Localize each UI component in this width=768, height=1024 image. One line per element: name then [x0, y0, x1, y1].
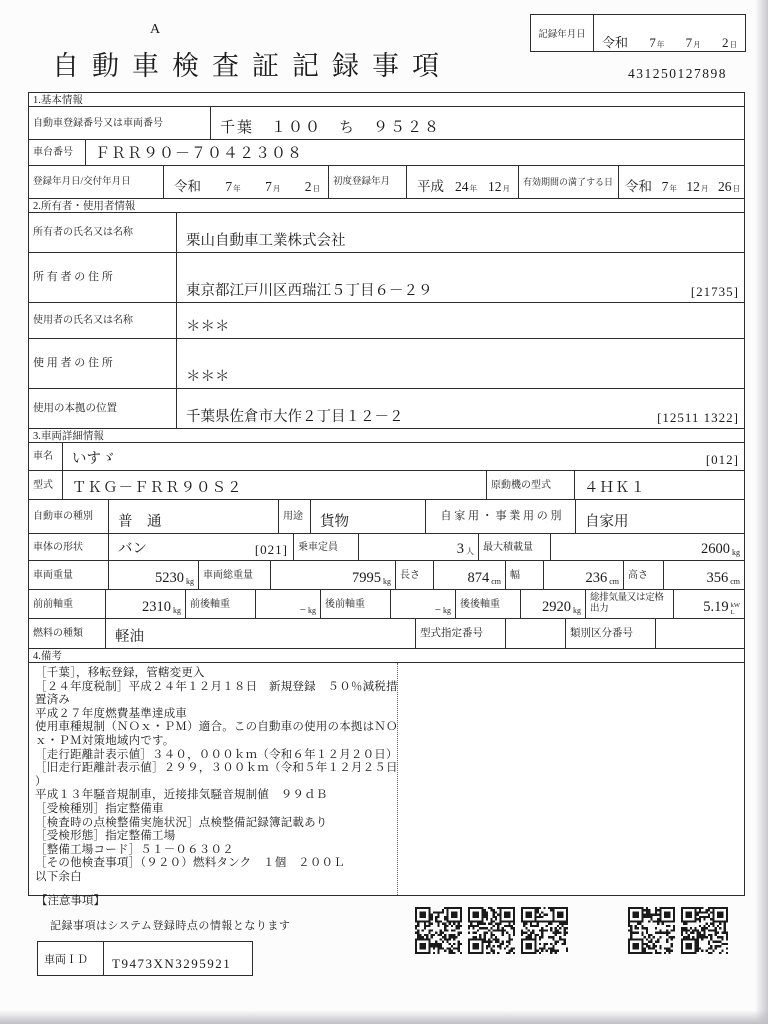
section-heading-remarks: 4.備考 [29, 649, 744, 663]
user-address-label: 使 用 者 の 住 所 [29, 339, 177, 388]
chassis-number-label: 車台番号 [29, 140, 86, 165]
category-value: 普 通 [109, 500, 279, 533]
qr-code-icon [415, 907, 462, 954]
remark-line: ［２４年度税制］平成２４年１２月１８日 新規登録 ５０％減税措 [35, 680, 398, 693]
scan-edge-bottom [0, 1010, 768, 1024]
owner-name-row [29, 213, 744, 253]
document-number: 431250127898 [628, 66, 727, 81]
certificate-table [28, 92, 745, 896]
model-row [29, 471, 744, 500]
remarks-box [29, 663, 744, 895]
base-location-value: 千葉県佐倉市大作２丁目１２－２ [12511 1322] [186, 409, 739, 425]
axle-ff-label: 前前軸重 [29, 590, 106, 618]
axle-ff-value: 2310 kg [106, 590, 186, 618]
axle-rf-label: 後前軸重 [321, 590, 391, 618]
vehicle-name-code: [012] [705, 452, 739, 467]
vehicle-name-row [29, 443, 744, 471]
era: 令和 [602, 35, 629, 50]
owner-address-label: 所 有 者 の 住 所 [29, 253, 177, 302]
vehicle-id-label: 車両ＩＤ [38, 942, 104, 975]
plate-number-value: 千葉 １００ ち ９５２８ [220, 120, 442, 136]
type-designation-value [506, 619, 566, 648]
record-date-value: 令和 7年 7月 2日 [594, 15, 745, 51]
weight-label: 車両重量 [29, 561, 109, 589]
qr-code-group-left [415, 907, 568, 954]
owner-address-value: 東京都江戸川区西瑞江５丁目６－２９ [21735] [186, 283, 739, 299]
remark-line: 使用車種規制（ＮＯｘ・ＰＭ）適合。この自動車の使用の本拠はＮＯ [35, 721, 398, 734]
vehicle-name-value: いすゞ [012] [72, 451, 739, 467]
axle-rf-value: − kg [391, 590, 456, 618]
remarks-text [35, 667, 398, 885]
max-load-value: 2600 kg [701, 541, 740, 557]
displacement-value: 5.19 kW L [703, 599, 740, 616]
private-business-value: 自家用 [585, 514, 629, 530]
displacement-label: 総排気量又は定格出力 [586, 590, 674, 618]
owner-address-code: [21735] [690, 284, 739, 299]
gross-weight-label: 車両総重量 [199, 561, 271, 589]
dates-row [29, 166, 744, 199]
remark-line: ［旧走行距離計表示値］２９９，３００ｋｍ（令和５年１２月２５日 [35, 762, 398, 775]
base-location-code: [12511 1322] [657, 410, 739, 425]
height-value: 356 cm [706, 570, 740, 586]
type-designation-label: 型式指定番号 [416, 619, 506, 648]
use-value: 貨物 [311, 500, 426, 533]
axle-rr-value: 2920 kg [521, 590, 586, 618]
expiry-date-label: 有効期間の満了する日 [519, 166, 619, 198]
axle-weights-row [29, 590, 744, 619]
category-label: 自動車の種別 [29, 500, 109, 533]
engine-model-label: 原動機の型式 [487, 471, 575, 499]
category-row [29, 500, 744, 534]
remark-line: 平成２７年度燃費基準達成車 [35, 707, 188, 720]
body-shape-row [29, 534, 744, 561]
section-heading-owner: 2.所有者・使用者情報 [29, 199, 744, 213]
remark-line: 平成１３年騒音規制車，近接排気騒音規制値 ９９ｄＢ [35, 789, 328, 802]
notice-text: 記録事項はシステム登録時点の情報となります [50, 920, 291, 932]
remark-line: ［走行距離計表示値］３４０，０００ｋｍ（令和６年１２月２０日） [35, 748, 398, 761]
corner-mark: A [150, 22, 161, 37]
remarks-divider [397, 663, 398, 895]
first-registration-label: 初度登録年月 [329, 166, 407, 198]
page-title: 自動車検査証記録事項 [52, 51, 452, 81]
user-address-value: ＊＊＊ [186, 369, 230, 385]
notice-heading: 【注意事項】 [36, 895, 105, 907]
body-shape-code: [021] [254, 542, 288, 557]
fuel-label: 燃料の種類 [29, 619, 106, 648]
record-date-label: 記録年月日 [531, 15, 594, 51]
remark-line: ［受検種別］指定整備車 [35, 802, 164, 815]
body-shape-label: 車体の形状 [29, 534, 109, 560]
qr-code-icon [681, 907, 728, 954]
registration-date-label: 登録年月日/交付年月日 [29, 166, 164, 198]
axle-fr-label: 前後軸重 [186, 590, 256, 618]
qr-code-icon [521, 907, 568, 954]
qr-code-icon [468, 907, 515, 954]
engine-model-value: ４ＨＫ１ [584, 480, 646, 496]
qr-code-icon [628, 907, 675, 954]
qr-code-group-right [628, 907, 728, 954]
weights-dimensions-row [29, 561, 744, 590]
remark-line: 以下余白 [35, 870, 82, 883]
section-heading-basic: 1.基本情報 [29, 93, 744, 107]
owner-name-value: 栗山自動車工業株式会社 [186, 233, 346, 249]
use-label: 用途 [279, 500, 311, 533]
remark-line: 置済み [35, 694, 71, 707]
axle-rr-label: 後後軸重 [456, 590, 521, 618]
class-number-label: 類別区分番号 [566, 619, 656, 648]
remark-line: ［検査時の点検整備実施状況］点検整備記録簿記載あり [35, 816, 328, 829]
expiry-date-value: 令和 7年 12月 26日 [625, 179, 740, 194]
length-label: 長さ [396, 561, 434, 589]
model-value: ＴＫＧ－ＦＲＲ９０Ｓ２ [63, 471, 487, 499]
displacement-unit: kW L [730, 602, 740, 616]
user-name-value: ＊＊＊ [186, 319, 230, 335]
capacity-value: 3 人 [359, 534, 479, 560]
scan-edge-right [755, 0, 768, 1024]
user-address-row [29, 339, 744, 389]
vehicle-id-box [37, 941, 253, 976]
private-business-label: 自 家 用 ・ 事 業 用 の 別 [426, 500, 576, 533]
registration-date-value: 令和 7年 7月 2日 [164, 166, 329, 198]
vehicle-name-label: 車名 [29, 443, 63, 470]
width-label: 幅 [506, 561, 544, 589]
base-location-row [29, 389, 744, 429]
user-name-row [29, 303, 744, 339]
base-location-label: 使用の本拠の位置 [29, 389, 177, 428]
record-date-box [530, 14, 746, 52]
capacity-label: 乗車定員 [294, 534, 359, 560]
section-heading-vehicle: 3.車両詳細情報 [29, 429, 744, 443]
owner-address-row [29, 253, 744, 303]
fuel-row [29, 619, 744, 649]
chassis-number-row [29, 140, 744, 166]
body-shape-value: バン [021] [109, 534, 294, 560]
remark-line: ［千葉］，移転登録，管轄変更入 [35, 667, 205, 679]
height-label: 高さ [624, 561, 664, 589]
remark-line: ［整備工場コード］５１－０６３０２ [35, 843, 234, 856]
vehicle-id-value: T9473XN3295921 [112, 956, 232, 971]
owner-name-label: 所有者の氏名又は名称 [29, 213, 177, 252]
fuel-value: 軽油 [106, 619, 416, 648]
weight-value: 5230 kg [109, 561, 199, 589]
max-load-label: 最大積載量 [479, 534, 551, 560]
chassis-number-value: ＦＲＲ９０－７０４２３０８ [95, 146, 304, 162]
remark-line: ） [35, 775, 47, 788]
plate-number-row [29, 107, 744, 140]
remark-line: ｘ・ＰＭ対策地域内です。 [35, 734, 175, 747]
width-value: 236 cm [544, 561, 624, 589]
gross-weight-value: 7995 kg [271, 561, 396, 589]
plate-number-label: 自動車登録番号又は車両番号 [29, 107, 211, 139]
user-name-label: 使用者の氏名又は名称 [29, 303, 177, 338]
remark-line: ［受検形態］指定整備工場 [35, 830, 176, 843]
first-registration-value: 平成 24年 12月 [407, 166, 519, 198]
class-number-value [656, 619, 744, 648]
axle-fr-value: − kg [256, 590, 321, 618]
model-label: 型式 [29, 471, 63, 499]
remark-line: ［その他検査事項］（９２０）燃料タンク １個 ２００Ｌ [35, 857, 345, 870]
length-value: 874 cm [434, 561, 506, 589]
